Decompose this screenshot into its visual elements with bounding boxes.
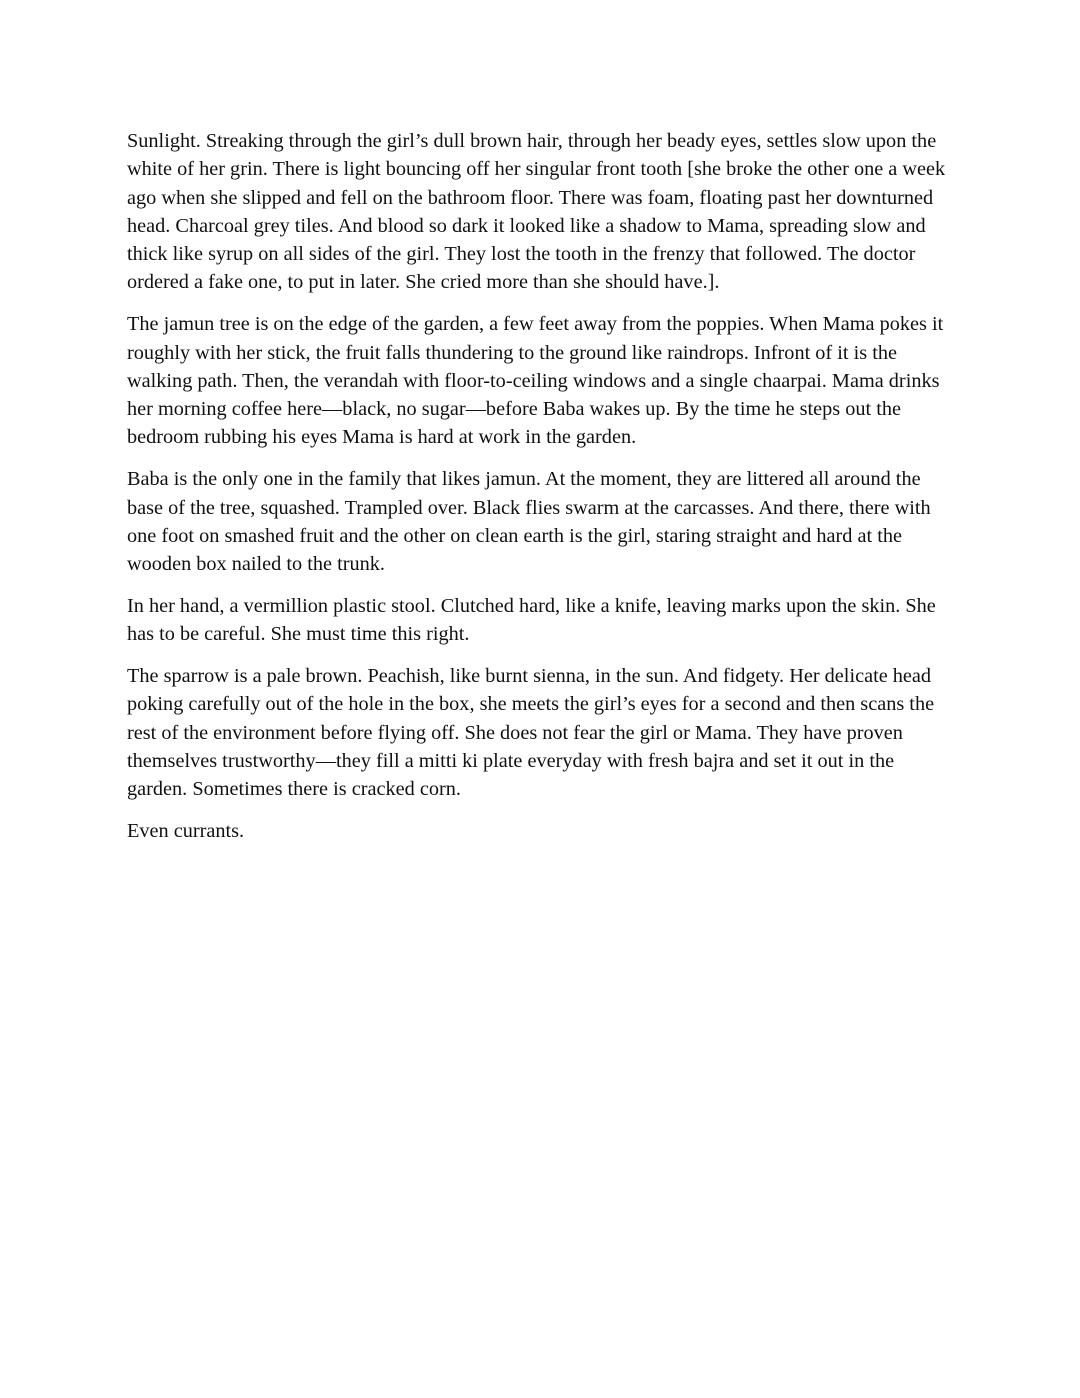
paragraph-2: The jamun tree is on the edge of the garden, a few feet away from the poppies. When Mama pokes it roughly with her stick, the fruit falls thundering to the ground like raindrops. Infront of it is the walking path. Then, the verandah with floor-to-ceiling windows and a single chaarpai. Mama drinks her morning coffee here—black, no sugar—before Baba wakes up. By the time he steps out the bedroom rubbing his eyes Mama is hard at work in the garden.: [127, 313, 944, 449]
paragraph-3: Baba is the only one in the family that likes jamun. At the moment, they are littered all around the base of the tree, squashed. Trampled over. Black flies swarm at the carcasses. And there, there with one foot on smashed fruit and the other on clean earth is the girl, staring straight and hard at the wooden box nailed to the trunk.: [127, 468, 931, 576]
paragraph-1: Sunlight. Streaking through the girl’s dull brown hair, through her beady eyes, settles slow upon the white of her grin. There is light bouncing off her singular front tooth [she broke the other one a week ago when she slipped and fell on the bathroom floor. There was foam, floating past her downturned head. Charcoal grey tiles. And blood so dark it looked like a shadow to Mama, spreading slow and thick like syrup on all sides of the girl. They lost the tooth in the frenzy that followed. The doctor ordered a fake one, to put in later. She cried more than she should have.].: [127, 130, 946, 294]
document-body: [127, 127, 955, 859]
paragraph-4: In her hand, a vermillion plastic stool. Clutched hard, like a knife, leaving marks upon the skin. She has to be careful. She must time this right.: [127, 594, 936, 646]
paragraph-6: Even currants.: [127, 820, 245, 843]
paragraph-5: The sparrow is a pale brown. Peachish, like burnt sienna, in the sun. And fidgety. Her delicate head poking carefully out of the hole in the box, she meets the girl’s eyes for a second and then scans the rest of the environment before flying off. She does not fear the girl or Mama. They have proven themselves trustworthy—they fill a mitti ki plate everyday with fresh bajra and set it out in the garden. Sometimes there is cracked corn.: [127, 665, 935, 801]
